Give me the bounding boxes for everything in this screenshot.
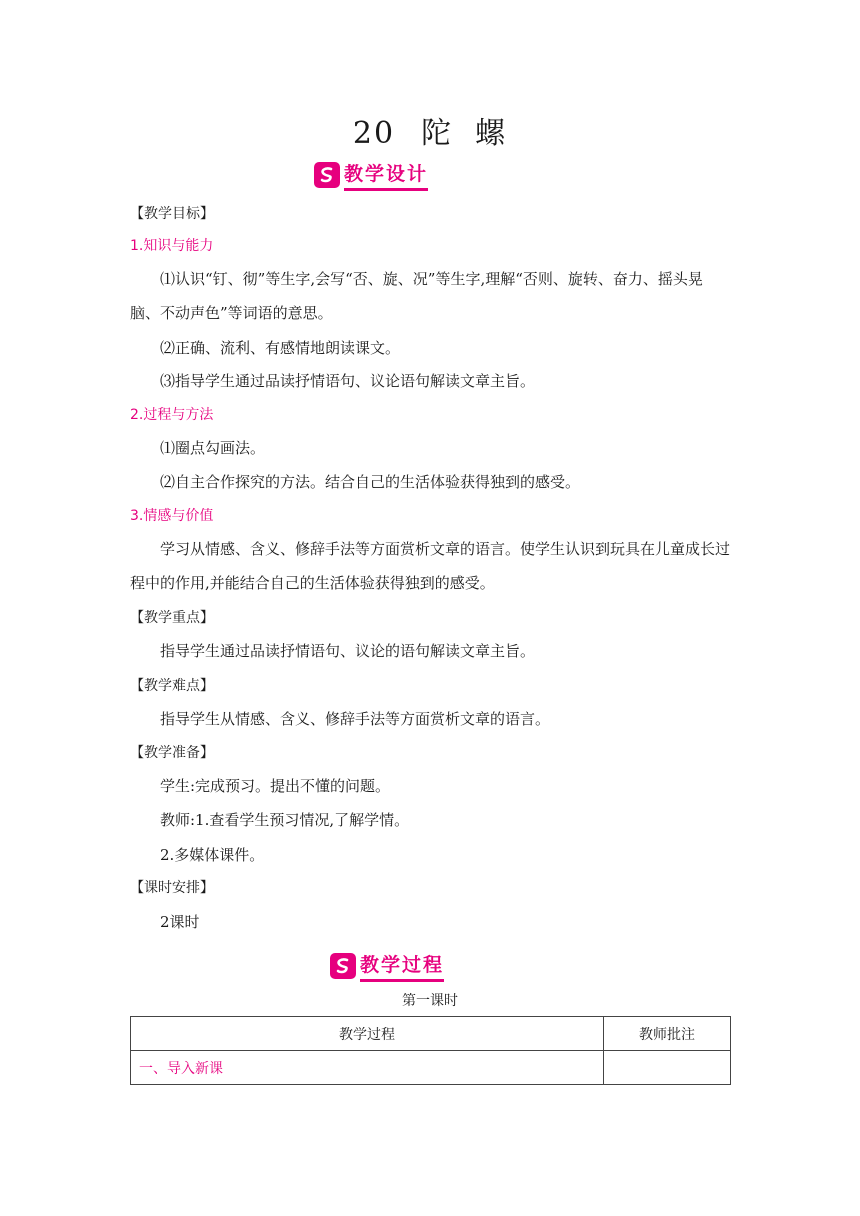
preparation-heading: 【教学准备】 — [130, 745, 214, 761]
schedule-heading: 【课时安排】 — [130, 880, 214, 896]
lesson-number: 20 — [352, 116, 396, 151]
teaching-process-table — [130, 1016, 731, 1085]
process-paragraph-2: ⑵自主合作探究的方法。结合自己的生活体验获得独到的感受。 — [160, 473, 581, 491]
table-row — [131, 1051, 731, 1085]
teaching-design-label: 教学设计 — [344, 159, 428, 191]
key-points-heading: 【教学重点】 — [130, 610, 214, 626]
emotion-paragraph: 学习从情感、含义、修辞手法等方面赏析文章的语言。使学生认识到玩具在儿童成长过程中的作用,并能结合自己的生活体验获得独到的感受。 — [130, 540, 731, 592]
preparation-student: 学生:完成预习。提出不懂的问题。 — [160, 777, 391, 795]
schedule-paragraph: 2课时 — [160, 913, 200, 931]
difficulties-heading: 【教学难点】 — [130, 678, 214, 694]
knowledge-ability-heading: 1.知识与能力 — [130, 238, 214, 254]
knowledge-paragraph-2: ⑵正确、流利、有感情地朗读课文。 — [160, 339, 401, 357]
column-teacher-notes: 教师批注 — [604, 1017, 731, 1051]
lesson-period-heading: 第一课时 — [402, 993, 458, 1009]
preparation-teacher: 教师:1.查看学生预习情况,了解学情。 — [160, 811, 410, 829]
teaching-process-label: 教学过程 — [360, 950, 444, 982]
row-intro-notes[interactable] — [604, 1051, 731, 1085]
difficulties-paragraph: 指导学生从情感、含义、修辞手法等方面赏析文章的语言。 — [160, 710, 551, 728]
emotion-value-heading: 3.情感与价值 — [130, 508, 214, 524]
process-paragraph-1: ⑴圈点勾画法。 — [160, 439, 266, 457]
swirl-logo-icon — [330, 953, 356, 979]
knowledge-paragraph-1: ⑴认识“钉、彻”等生字,会写“否、旋、况”等生字,理解“否则、旋转、奋力、摇头晃脑、不动声色”等词语的意思。 — [130, 270, 703, 322]
lesson-title-char-1: 陀 — [421, 116, 454, 151]
key-points-paragraph: 指导学生通过品读抒情语句、议论的语句解读文章主旨。 — [160, 642, 536, 660]
column-process: 教学过程 — [131, 1017, 604, 1051]
process-method-heading: 2.过程与方法 — [130, 407, 214, 423]
swirl-logo-icon — [314, 162, 340, 188]
teaching-design-banner — [314, 160, 428, 190]
table-header-row — [131, 1017, 731, 1051]
preparation-media: 2.多媒体课件。 — [160, 846, 265, 864]
row-intro-step: 一、导入新课 — [131, 1051, 604, 1085]
lesson-title-char-2: 螺 — [475, 116, 508, 151]
knowledge-paragraph-3: ⑶指导学生通过品读抒情语句、议论语句解读文章主旨。 — [160, 372, 536, 390]
teaching-process-banner — [330, 951, 444, 981]
goals-heading: 【教学目标】 — [130, 206, 214, 222]
lesson-title — [0, 108, 860, 152]
